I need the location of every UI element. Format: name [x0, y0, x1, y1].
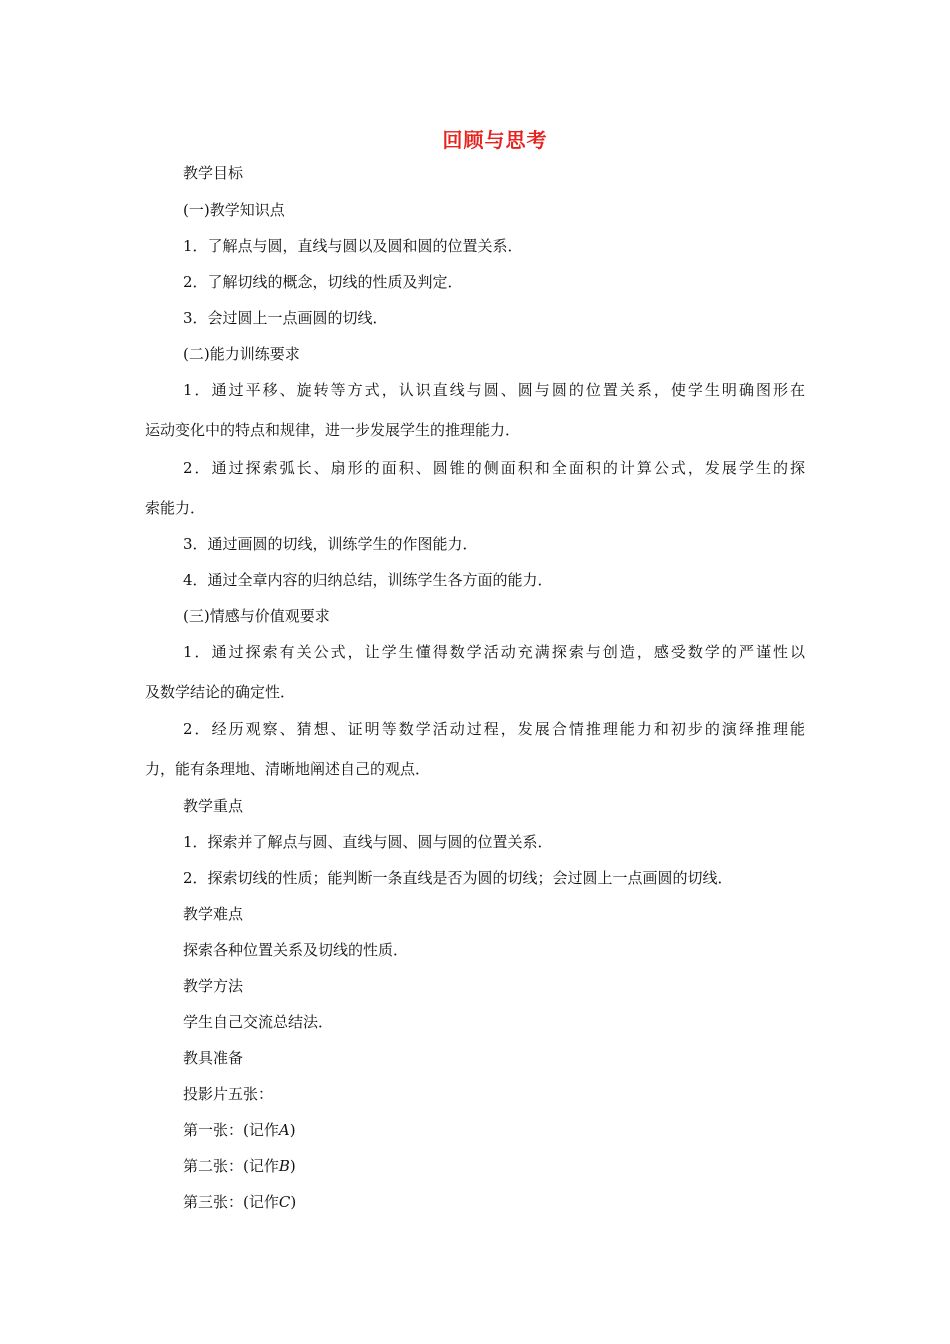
paragraph-line: 4．通过全章内容的归纳总结，训练学生各方面的能力．: [183, 571, 553, 589]
paragraph-line: 1．探索并了解点与圆、直线与圆、圆与圆的位置关系．: [183, 833, 553, 851]
slide-label: 第一张：(记作: [183, 1121, 279, 1139]
section-heading-method: 教学方法: [183, 977, 244, 995]
slide-close: ): [289, 1157, 296, 1175]
paragraph-line: 2．探索切线的性质；能判断一条直线是否为圆的切线；会过圆上一点画圆的切线．: [183, 869, 733, 887]
slide-code: C: [278, 1193, 291, 1211]
section-heading-key-points: 教学重点: [183, 797, 244, 815]
slide-item: [183, 1192, 296, 1212]
paragraph-line: 1．了解点与圆，直线与圆以及圆和圆的位置关系．: [183, 237, 523, 255]
paragraph-line: 3．通过画圆的切线，训练学生的作图能力．: [183, 535, 478, 553]
section-heading-objectives: 教学目标: [183, 164, 244, 182]
paragraph-line: 索能力．: [145, 499, 206, 517]
subsection-heading-ability: (二)能力训练要求: [183, 345, 300, 363]
subsection-heading-values: (三)情感与价值观要求: [183, 607, 330, 625]
paragraph-line: 2．通过探索弧长、扇形的面积、圆锥的侧面积和全面积的计算公式，发展学生的探: [183, 459, 805, 477]
paragraph-line: 1．通过探索有关公式，让学生懂得数学活动充满探索与创造，感受数学的严谨性以: [183, 643, 805, 661]
slide-label: 第二张：(记作: [183, 1157, 279, 1175]
document-title: 回顾与思考: [442, 128, 548, 152]
paragraph-line: 2．经历观察、猜想、证明等数学活动过程，发展合情推理能力和初步的演绎推理能: [183, 720, 805, 738]
slide-item: [183, 1156, 296, 1176]
slide-code: B: [278, 1157, 290, 1175]
paragraph-line: 1．通过平移、旋转等方式，认识直线与圆、圆与圆的位置关系，使学生明确图形在: [183, 381, 805, 399]
paragraph-line: 力，能有条理地、清晰地阐述自己的观点．: [145, 760, 431, 778]
section-heading-difficulties: 教学难点: [183, 905, 244, 923]
paragraph-line: 及数学结论的确定性．: [145, 683, 296, 701]
slide-close: ): [290, 1193, 297, 1211]
section-heading-materials: 教具准备: [183, 1049, 244, 1067]
subsection-heading-knowledge: (一)教学知识点: [183, 201, 285, 219]
slide-close: ): [289, 1121, 296, 1139]
paragraph-line: 2．了解切线的概念，切线的性质及判定．: [183, 273, 463, 291]
slide-item: [183, 1120, 296, 1140]
paragraph-line: 3．会过圆上一点画圆的切线．: [183, 309, 388, 327]
paragraph-line: 运动变化中的特点和规律，进一步发展学生的推理能力．: [145, 421, 521, 439]
paragraph-line: 探索各种位置关系及切线的性质．: [183, 941, 409, 959]
slide-label: 第三张：(记作: [183, 1193, 279, 1211]
paragraph-line: 学生自己交流总结法．: [183, 1013, 334, 1031]
paragraph-line: 投影片五张：: [183, 1085, 274, 1103]
slide-code: A: [278, 1121, 290, 1139]
